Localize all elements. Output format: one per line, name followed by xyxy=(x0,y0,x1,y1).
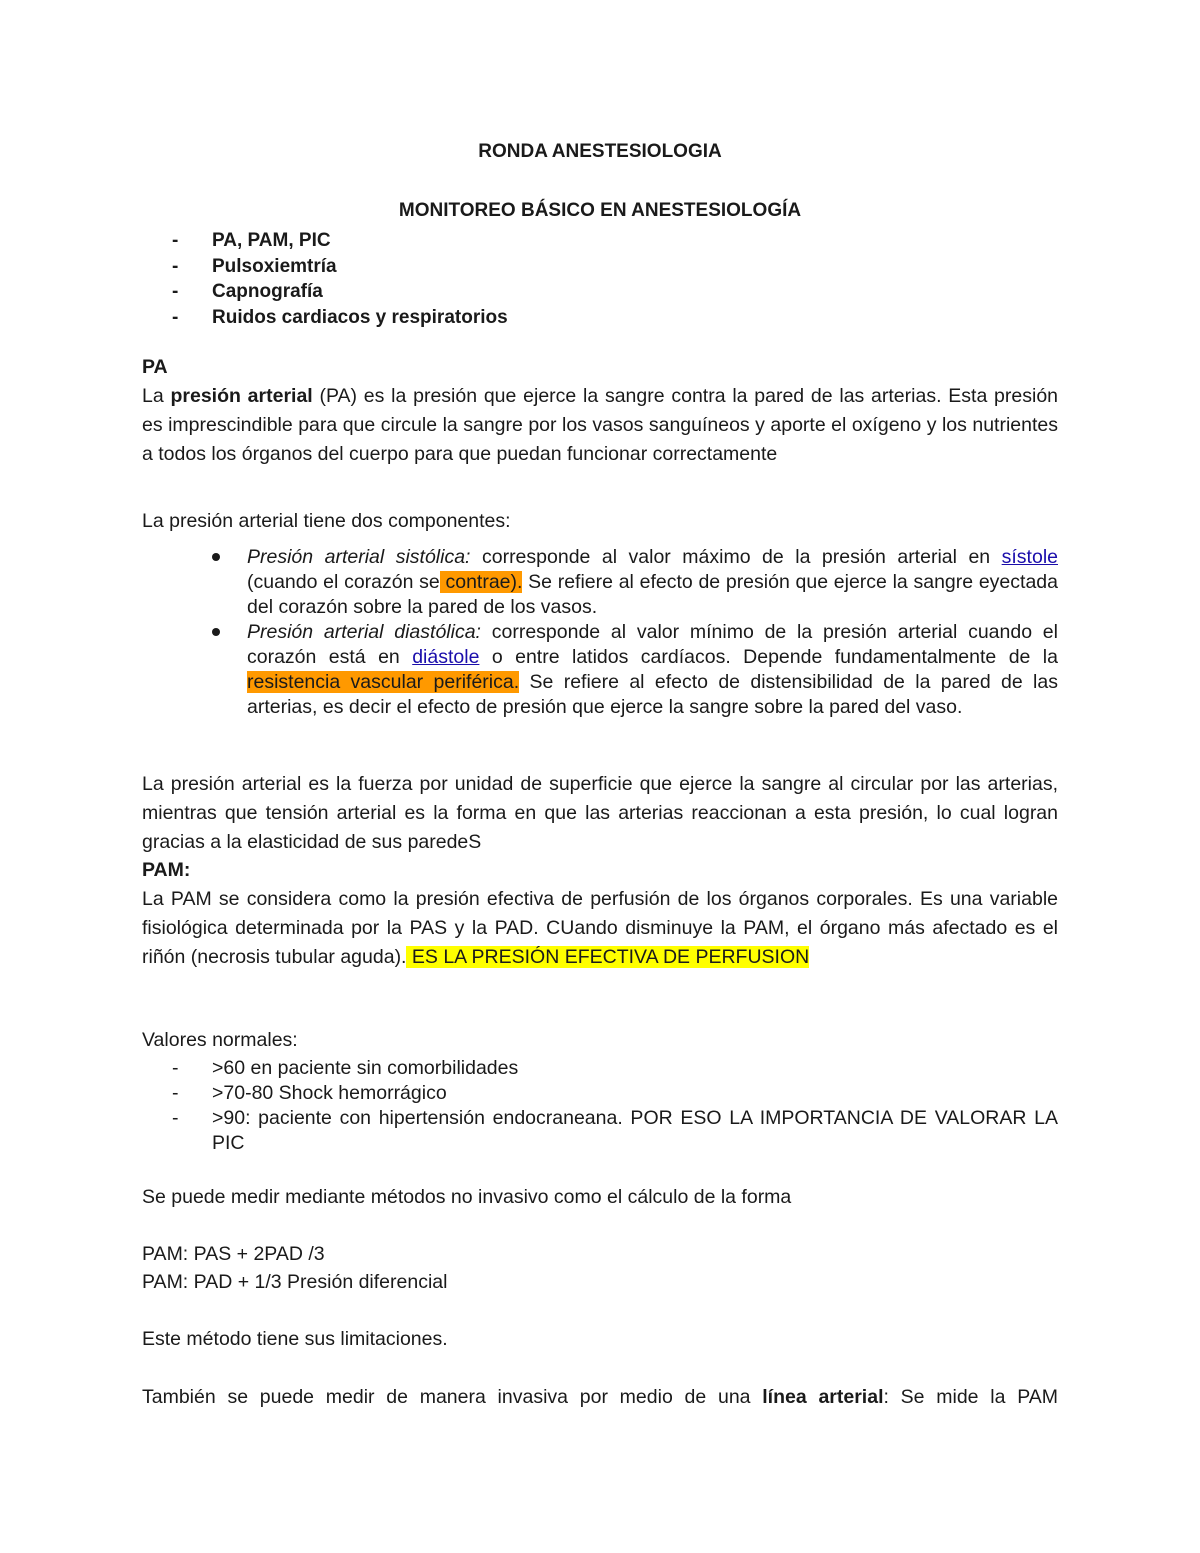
pam-formula-2: PAM: PAD + 1/3 Presión diferencial xyxy=(142,1271,448,1293)
pa-components-intro: La presión arterial tiene dos componentes: xyxy=(142,510,511,532)
bullet-icon xyxy=(212,553,220,561)
list-item: - >60 en paciente sin comorbilidades xyxy=(172,1057,519,1079)
topics-list xyxy=(172,228,508,330)
pa-paragraph: La presión arterial (PA) es la presión que ejerce la sangre contra la pared de las arterias. Esta presión es imprescindible para que circule la sangre por los vasos sanguíneos y aporte el oxígeno y los nutrientes a todos los órganos del cuerpo para que puedan funcionar correctamente xyxy=(142,385,1059,465)
list-item: Presión arterial sistólica: corresponde al valor máximo de la presión arterial en sístole (cuando el corazón se contrae). Se refiere al efecto de presión que ejerce la sangre eyectada del corazón sobre la pared de los vasos. xyxy=(206,545,1058,620)
pam-values-list xyxy=(172,1056,1058,1156)
diastole-link[interactable]: diástole xyxy=(412,646,480,668)
pa-heading: PA xyxy=(142,356,168,378)
bullet-icon xyxy=(212,628,220,636)
list-item: - Ruidos cardiacos y respiratorios xyxy=(172,306,508,328)
document-title: RONDA ANESTESIOLOGIA xyxy=(478,141,722,162)
sistole-link[interactable]: sístole xyxy=(1001,546,1058,568)
list-item: - Pulsoxiemtría xyxy=(172,255,337,277)
pam-invasive-text: También se puede medir de manera invasiva por medio de una línea arterial: Se mide la PAM xyxy=(142,1386,1059,1408)
pam-section xyxy=(142,856,1058,972)
pam-measure-text: Se puede medir mediante métodos no invasivo como el cálculo de la forma xyxy=(142,1186,792,1208)
pam-formula-1: PAM: PAS + 2PAD /3 xyxy=(142,1243,325,1265)
list-item: - >90: paciente con hipertensión endocraneana. POR ESO LA IMPORTANCIA DE VALORAR LA PIC xyxy=(172,1107,1058,1154)
pa-components-list xyxy=(206,545,1058,720)
list-item: Presión arterial diastólica: corresponde al valor mínimo de la presión arterial cuando el corazón está en diástole o entre latidos cardíacos. Depende fundamentalmente de la resistencia vascular periférica. Se refiere al efecto de distensibilidad de la pared de las arterias, es decir el efecto de presión que ejerce la sangre sobre la pared del vaso. xyxy=(206,620,1058,720)
pa-definition-paragraph: La presión arterial es la fuerza por unidad de superficie que ejerce la sangre al circular por las arterias, mientras que tensión arterial es la forma en que las arterias reaccionan a esta presión, lo cual logran gracias a la elasticidad de sus paredeS xyxy=(142,773,1058,853)
pam-heading: PAM: xyxy=(142,859,191,881)
list-item: - Capnografía xyxy=(172,281,323,302)
list-item: - >70-80 Shock hemorrágico xyxy=(172,1082,447,1104)
pam-normal-label: Valores normales: xyxy=(142,1029,298,1051)
pa-section xyxy=(142,353,1058,469)
list-item: - PA, PAM, PIC xyxy=(172,230,331,251)
document-subtitle: MONITOREO BÁSICO EN ANESTESIOLOGÍA xyxy=(398,200,802,221)
pam-paragraph: La PAM se considera como la presión efectiva de perfusión de los órganos corporales. Es una variable fisiológica determinada por la PAS y la PAD. CUando disminuye la PAM, el órgano más afectado es el riñón (necrosis tubular aguda). ES LA PRESIÓN EFECTIVA DE PERFUSION xyxy=(142,888,1058,968)
pam-limits-text: Este método tiene sus limitaciones. xyxy=(142,1328,448,1350)
